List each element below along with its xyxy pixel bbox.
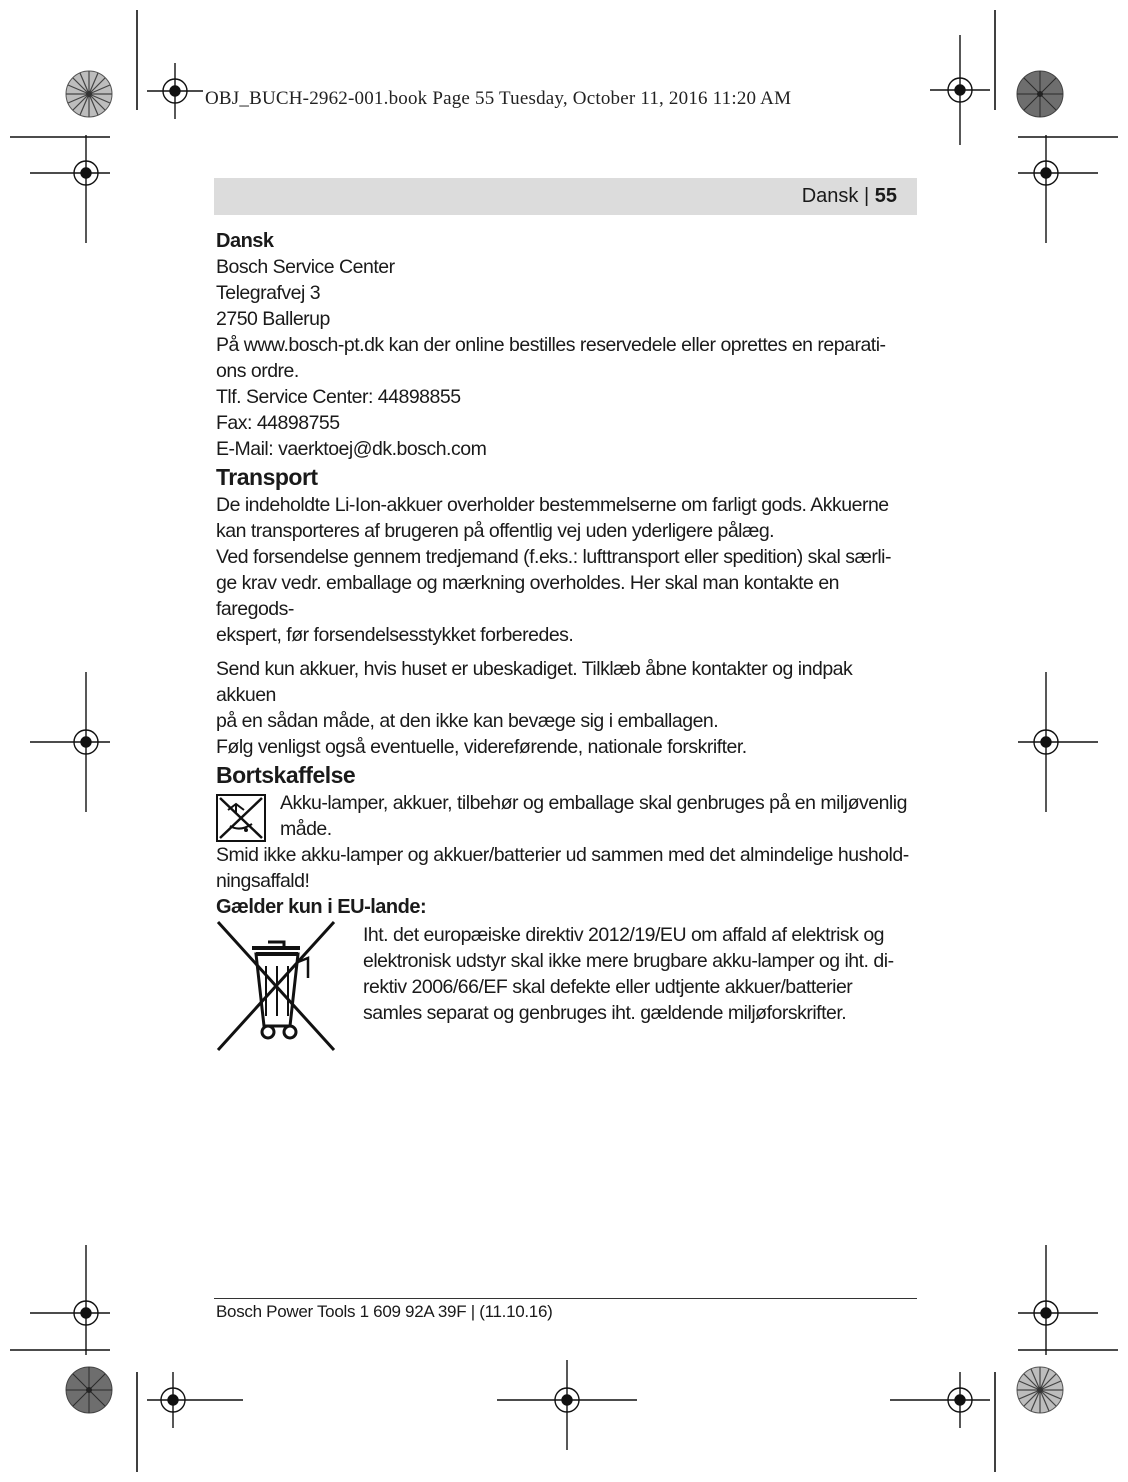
weee-row — [216, 920, 916, 1060]
transport-line: Send kun akkuer, hvis huset er ubeskadiget. Tilklæb åbne kontakter og indpak akkuen — [216, 658, 853, 706]
crossed-out-wheelie-bin-icon — [216, 920, 336, 1052]
eu-text: elektronisk udstyr skal ikke mere brugbare akku-lamper og iht. di- — [363, 950, 894, 972]
transport-line: De indeholdte Li-Ion-akkuer overholder bestemmelserne om farligt gods. Akkuerne — [216, 494, 889, 516]
registration-mark-icon — [1018, 672, 1098, 812]
registration-mark-icon — [930, 35, 990, 145]
registration-mark-icon — [30, 1245, 110, 1355]
page-number: 55 — [874, 185, 897, 207]
service-fax: Fax: 44898755 — [216, 412, 340, 434]
service-phone: Tlf. Service Center: 44898855 — [216, 386, 461, 408]
eu-text: rektiv 2006/66/EF skal defekte eller udtjente akkuer/batterier — [363, 976, 853, 998]
color-target-icon — [1016, 70, 1064, 118]
registration-mark-icon — [30, 135, 110, 245]
recycle-row — [216, 790, 916, 842]
registration-mark-icon — [147, 63, 203, 119]
recycle-text: måde. — [280, 818, 332, 840]
print-job-header: OBJ_BUCH-2962-001.book Page 55 Tuesday, October 11, 2016 11:20 AM — [205, 88, 792, 109]
registration-mark-icon — [147, 1372, 243, 1428]
color-target-icon — [65, 70, 113, 118]
transport-line: Ved forsendelse gennem tredjemand (f.eks.: lufttransport eller spedition) skal særli- — [216, 546, 892, 568]
page-header — [802, 185, 897, 208]
color-target-icon — [65, 1366, 113, 1414]
service-email: E-Mail: vaerktoej@dk.bosch.com — [216, 438, 487, 460]
recycling-symbol-icon — [216, 794, 266, 842]
service-line: Telegrafvej 3 — [216, 282, 321, 304]
recycle-text: Akku-lamper, akkuer, tilbehør og emballage skal genbruges på en miljøvenlig — [280, 792, 907, 814]
transport-line: ge krav vedr. emballage og mærkning overholdes. Her skal man kontakte en faregods- — [216, 572, 840, 620]
service-line: ons ordre. — [216, 360, 299, 382]
registration-mark-icon — [890, 1372, 990, 1428]
header-separator: | — [858, 185, 875, 207]
transport-line: kan transporteres af brugeren på offentlig vej uden yderligere pålæg. — [216, 520, 775, 542]
page-header-bar — [214, 178, 917, 215]
eu-text: Iht. det europæiske direktiv 2012/19/EU om affald af elektrisk og — [363, 924, 885, 946]
eu-heading: Gælder kun i EU-lande: — [216, 896, 427, 918]
service-line: 2750 Ballerup — [216, 308, 330, 330]
service-heading: Dansk — [216, 230, 274, 252]
disposal-warning: Smid ikke akku-lamper og akkuer/batterier ud sammen med det almindelige hushold- — [216, 844, 909, 866]
transport-line: Følg venligst også eventuelle, videreførende, nationale forskrifter. — [216, 736, 747, 758]
registration-mark-icon — [30, 672, 110, 812]
page-footer: Bosch Power Tools 1 609 92A 39F | (11.10.16) — [216, 1302, 553, 1321]
page-content — [216, 228, 916, 1060]
color-target-icon — [1016, 1366, 1064, 1414]
registration-mark-icon — [1018, 135, 1098, 245]
disposal-warning: ningsaffald! — [216, 870, 310, 892]
registration-mark-icon — [1018, 1245, 1098, 1355]
footer-rule — [214, 1298, 917, 1299]
service-line: Bosch Service Center — [216, 256, 395, 278]
transport-line: ekspert, før forsendelsesstykket forberedes. — [216, 624, 574, 646]
registration-mark-icon — [497, 1360, 637, 1450]
service-line: På www.bosch-pt.dk kan der online bestilles reservedele eller oprettes en reparati- — [216, 334, 886, 356]
section-name: Dansk — [801, 185, 859, 207]
disposal-heading: Bortskaffelse — [216, 762, 356, 788]
transport-heading: Transport — [216, 464, 318, 490]
eu-text: samles separat og genbruges iht. gældende miljøforskrifter. — [363, 1002, 847, 1024]
transport-line: på en sådan måde, at den ikke kan bevæge sig i emballagen. — [216, 710, 719, 732]
